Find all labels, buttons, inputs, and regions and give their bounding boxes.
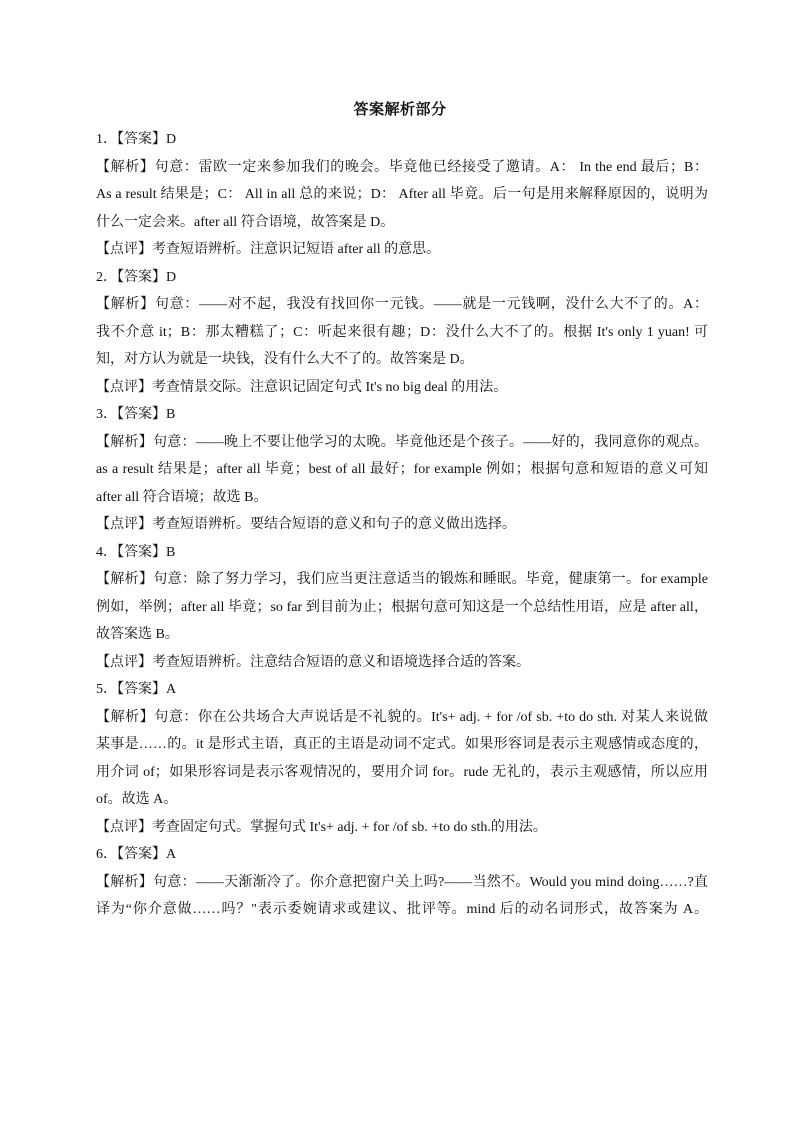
answer-6-analysis-line: 译为“你介意做……吗？"表示委婉请求或建议、批评等。mind 后的动名词形式，故答案为 A。: [96, 902, 708, 917]
answer-3-analysis-line: as a result 结果是；after all 毕竟；best of all 最好；for example 例如；根据句意和短语的意义可知: [96, 462, 708, 477]
answer-5-analysis-line: 【解析】句意：你在公共场合大声说话是不礼貌的。It's+ adj. + for /of sb. +to do sth. 对某人来说做: [96, 709, 708, 725]
answer-4-comment: 【点评】考查短语辨析。注意结合短语的意义和语境选择合适的答案。: [96, 654, 530, 670]
answer-6-analysis-line: 【解析】句意：——天渐渐冷了。你介意把窗户关上吗?——当然不。Would you mind doing……?直: [96, 874, 708, 890]
answer-6-header: 6．【答案】A: [96, 847, 177, 862]
answer-1-analysis-line: 【解析】句意：雷欧一定来参加我们的晚会。毕竟他已经接受了邀请。A： In the end 最后；B：: [96, 159, 708, 175]
answer-4-analysis-line: 【解析】句意：除了努力学习，我们应当更注意适当的锻炼和睡眠。毕竟，健康第一。for example: [96, 572, 708, 587]
answer-5-analysis-line: 某事是……的。it 是形式主语，真正的主语是动词不定式。如果形容词是表示主观感情或态度的，: [96, 737, 708, 752]
answer-2-analysis-line: 我不介意 it；B：那太糟糕了；C：听起来很有趣；D：没什么大不了的。根据 It's only 1 yuan! 可: [96, 324, 708, 340]
answer-4-analysis-line: 故答案选 B。: [96, 627, 179, 642]
answer-2-analysis-line: 知，对方认为就是一块钱，没有什么大不了的。故答案是 D。: [96, 352, 474, 367]
answer-3-comment: 【点评】考查短语辨析。要结合短语的意义和句子的意义做出选择。: [96, 517, 516, 532]
answer-1-analysis-line: 什么一定会来。after all 符合语境，故答案是 D。: [96, 214, 395, 230]
answer-1-header: 1．【答案】D: [96, 132, 177, 147]
answer-2-header: 2．【答案】D: [96, 269, 177, 285]
answer-4-header: 4．【答案】B: [96, 544, 176, 560]
answer-5-header: 5．【答案】A: [96, 682, 177, 697]
answer-5-analysis-line: of。故选 A。: [96, 792, 178, 807]
answer-1-analysis-line: As a result 结果是；C： All in all 总的来说；D： After all 毕竟。后一句是用来解释原因的，说明为: [96, 187, 708, 202]
answer-3-analysis-line: 【解析】句意：——晚上不要让他学习的太晚。毕竟他还是个孩子。——好的，我同意你的观点。: [96, 434, 708, 450]
answer-2-comment: 【点评】考查情景交际。注意识记固定句式 It's no big deal 的用法。: [96, 379, 508, 395]
answer-1-comment: 【点评】考查短语辨析。注意识记短语 after all 的意思。: [96, 242, 441, 257]
page-title: 答案解析部分: [353, 102, 447, 118]
answer-explanations: [96, 126, 708, 924]
answer-3-analysis-line: after all 符合语境；故选 B。: [96, 489, 268, 505]
answer-5-analysis-line: 用介词 of；如果形容词是表示客观情况的，要用介词 for。rude 无礼的，表示主观感情，所以应用: [96, 764, 708, 780]
answer-2-analysis-line: 【解析】句意：——对不起，我没有找回你一元钱。——就是一元钱啊，没什么大不了的。A：: [96, 297, 708, 312]
answer-5-comment: 【点评】考查固定句式。掌握句式 It's+ adj. + for /of sb. +to do sth.的用法。: [96, 819, 547, 835]
answer-4-analysis-line: 例如，举例；after all 毕竟；so far 到目前为止；根据句意可知这是一个总结性用语，应是 after all，: [96, 599, 708, 615]
answer-3-header: 3．【答案】B: [96, 407, 176, 422]
